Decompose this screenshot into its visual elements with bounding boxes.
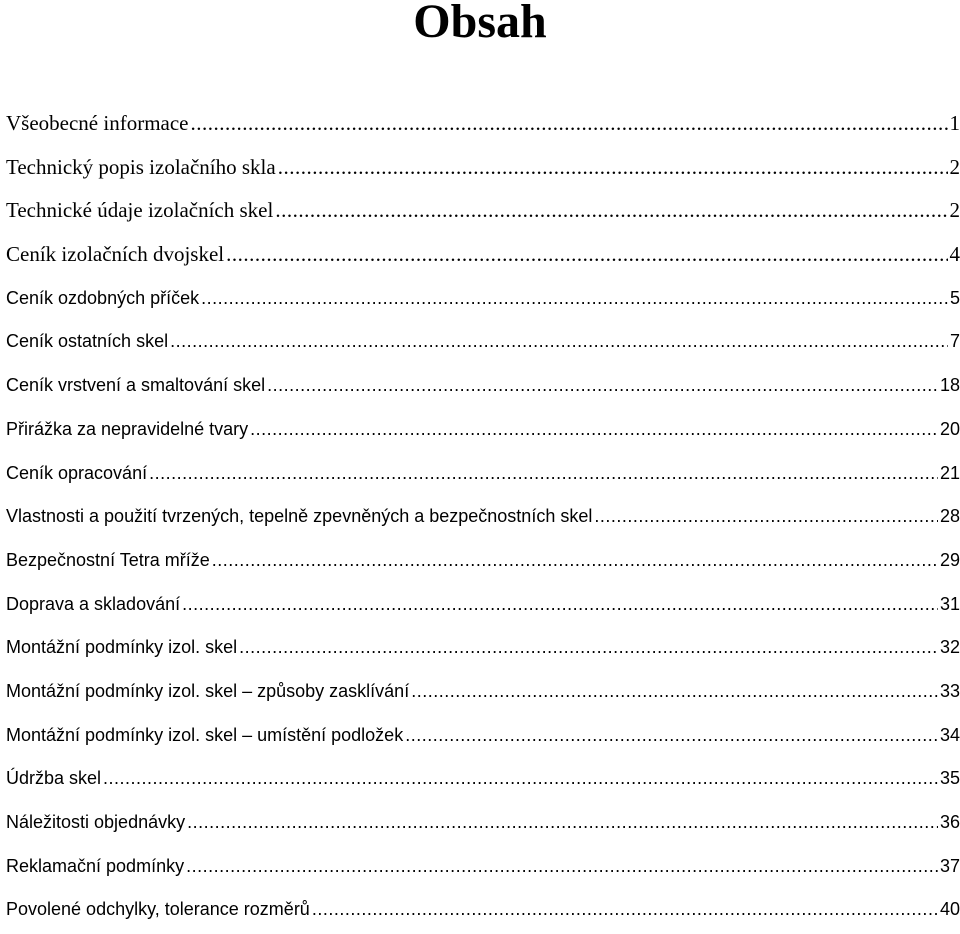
toc-entry[interactable] bbox=[6, 191, 960, 235]
toc-entry[interactable] bbox=[6, 235, 960, 279]
dot-leader bbox=[405, 716, 938, 754]
dot-leader bbox=[182, 585, 938, 623]
toc-entry-label: Montážní podmínky izol. skel bbox=[6, 628, 237, 666]
dot-leader bbox=[267, 366, 938, 404]
toc-entry-label: Montážní podmínky izol. skel – umístění podložek bbox=[6, 716, 403, 754]
toc-entry-page: 5 bbox=[950, 279, 960, 317]
toc-entry-label: Všeobecné informace bbox=[6, 104, 189, 142]
dot-leader bbox=[149, 454, 938, 492]
toc-entry-label: Ceník izolačních dvojskel bbox=[6, 235, 224, 273]
dot-leader bbox=[239, 628, 938, 666]
dot-leader bbox=[250, 410, 938, 448]
toc-entry[interactable] bbox=[6, 497, 960, 541]
toc-entry-label: Povolené odchylky, tolerance rozměrů bbox=[6, 890, 310, 928]
toc-entry-label: Vlastnosti a použití tvrzených, tepelně zpevněných a bezpečnostních skel bbox=[6, 497, 592, 535]
toc-entry-label: Technický popis izolačního skla bbox=[6, 148, 276, 186]
dot-leader bbox=[187, 803, 938, 841]
toc-entry-label: Doprava a skladování bbox=[6, 585, 180, 623]
toc-entry-page: 2 bbox=[950, 148, 960, 186]
toc-entry[interactable] bbox=[6, 628, 960, 672]
toc-entry[interactable] bbox=[6, 672, 960, 716]
table-of-contents bbox=[6, 104, 960, 934]
dot-leader bbox=[186, 847, 938, 885]
toc-entry-page: 21 bbox=[940, 454, 960, 492]
toc-entry-label: Bezpečnostní Tetra mříže bbox=[6, 541, 210, 579]
toc-entry-label: Náležitosti objednávky bbox=[6, 803, 185, 841]
toc-entry[interactable] bbox=[6, 847, 960, 891]
dot-leader bbox=[191, 104, 948, 142]
toc-entry[interactable] bbox=[6, 454, 960, 498]
dot-leader bbox=[226, 235, 947, 273]
toc-entry[interactable] bbox=[6, 322, 960, 366]
toc-entry-page: 29 bbox=[940, 541, 960, 579]
dot-leader bbox=[212, 541, 938, 579]
toc-entry-label: Ceník opracování bbox=[6, 454, 147, 492]
toc-entry[interactable] bbox=[6, 541, 960, 585]
toc-entry[interactable] bbox=[6, 585, 960, 629]
toc-entry-page: 35 bbox=[940, 759, 960, 797]
toc-entry-page: 20 bbox=[940, 410, 960, 448]
toc-entry[interactable] bbox=[6, 104, 960, 148]
toc-entry-label: Přirážka za nepravidelné tvary bbox=[6, 410, 248, 448]
toc-entry-label: Reklamační podmínky bbox=[6, 847, 184, 885]
dot-leader bbox=[201, 279, 948, 317]
toc-entry[interactable] bbox=[6, 279, 960, 323]
toc-entry-page: 1 bbox=[950, 104, 960, 142]
toc-entry[interactable] bbox=[6, 803, 960, 847]
toc-entry-page: 37 bbox=[940, 847, 960, 885]
dot-leader bbox=[411, 672, 938, 710]
dot-leader bbox=[170, 322, 948, 360]
toc-entry-page: 4 bbox=[950, 235, 960, 273]
toc-entry[interactable] bbox=[6, 716, 960, 760]
toc-entry-label: Technické údaje izolačních skel bbox=[6, 191, 273, 229]
toc-entry-page: 18 bbox=[940, 366, 960, 404]
toc-entry-label: Ceník vrstvení a smaltování skel bbox=[6, 366, 265, 404]
toc-entry-page: 28 bbox=[940, 497, 960, 535]
page-title: Obsah bbox=[0, 0, 960, 44]
dot-leader bbox=[278, 148, 948, 186]
toc-entry-label: Ceník ozdobných příček bbox=[6, 279, 199, 317]
toc-entry-label: Ceník ostatních skel bbox=[6, 322, 168, 360]
toc-entry-label: Údržba skel bbox=[6, 759, 101, 797]
toc-entry[interactable] bbox=[6, 410, 960, 454]
toc-entry-page: 33 bbox=[940, 672, 960, 710]
toc-entry-page: 36 bbox=[940, 803, 960, 841]
toc-entry[interactable] bbox=[6, 366, 960, 410]
dot-leader bbox=[312, 890, 938, 928]
toc-entry-page: 32 bbox=[940, 628, 960, 666]
toc-entry-page: 7 bbox=[950, 322, 960, 360]
toc-entry-page: 31 bbox=[940, 585, 960, 623]
toc-entry[interactable] bbox=[6, 890, 960, 934]
toc-entry[interactable] bbox=[6, 759, 960, 803]
toc-entry[interactable] bbox=[6, 148, 960, 192]
toc-entry-page: 2 bbox=[950, 191, 960, 229]
toc-entry-page: 40 bbox=[940, 890, 960, 928]
dot-leader bbox=[103, 759, 938, 797]
dot-leader bbox=[594, 497, 938, 535]
toc-entry-label: Montážní podmínky izol. skel – způsoby zasklívání bbox=[6, 672, 409, 710]
toc-entry-page: 34 bbox=[940, 716, 960, 754]
dot-leader bbox=[275, 191, 947, 229]
